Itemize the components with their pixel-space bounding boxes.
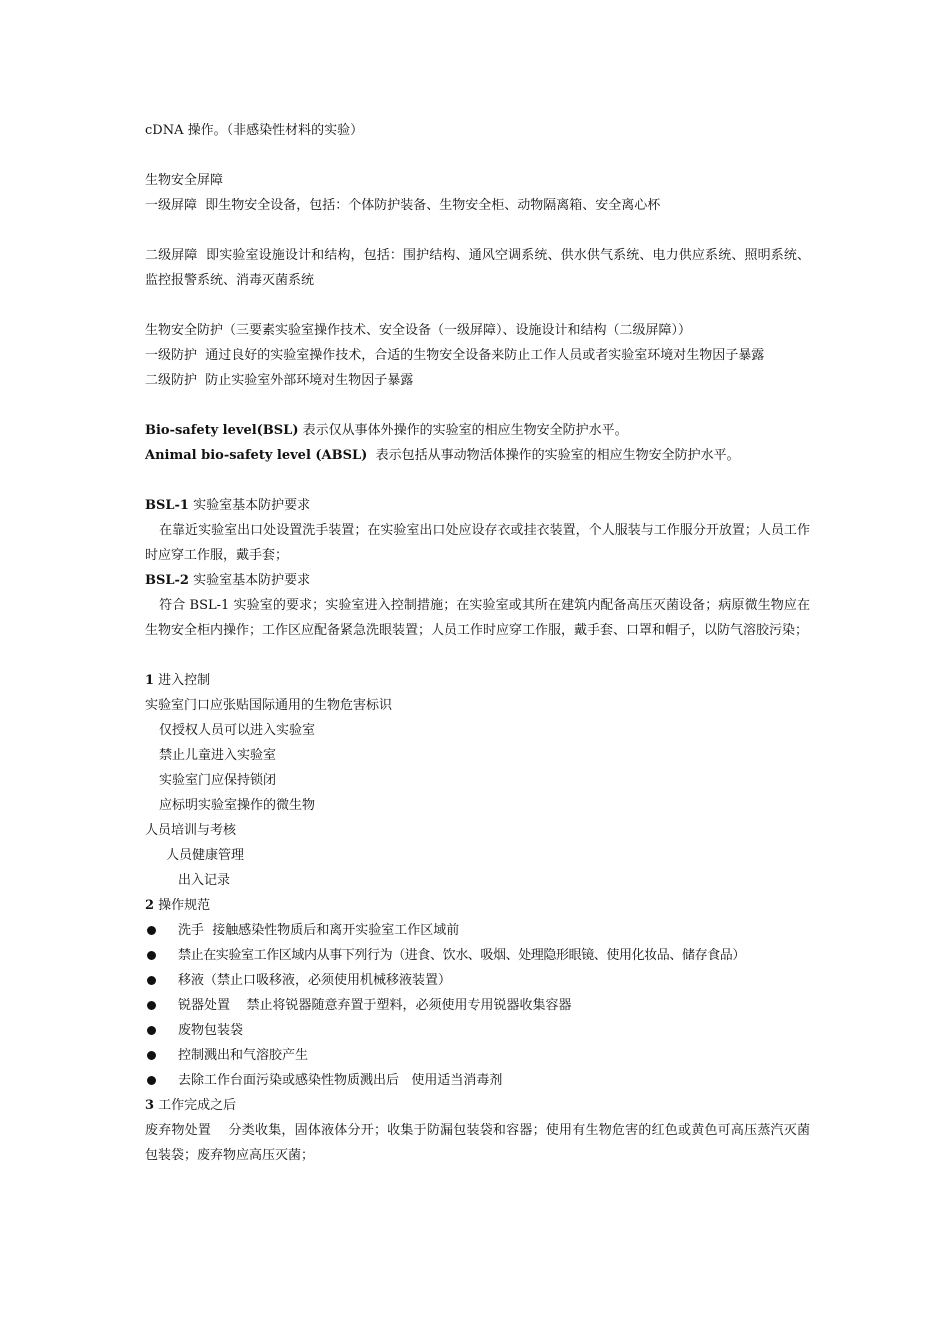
access-item: 禁止儿童进入实验室	[159, 748, 277, 763]
after-work-num: 3	[145, 1098, 155, 1113]
bullet-item	[145, 1043, 810, 1068]
bullet-item	[145, 918, 810, 943]
bullet-text: 去除工作台面污染或感染性物质溅出后 使用适当消毒剂	[178, 1073, 503, 1088]
bsl1-text: 在靠近实验室出口处设置洗手装置；在实验室出口处应设存衣或挂衣装置，个人服装与工作服分开放置；人员工作时应穿工作服，戴手套；	[145, 523, 810, 563]
access-item: 仅授权人员可以进入实验室	[159, 723, 316, 738]
bullet-dot-icon	[147, 1076, 156, 1085]
access-title: 进入控制	[154, 673, 211, 688]
waste-paragraph	[145, 1118, 810, 1168]
bullet-dot-icon	[147, 1051, 156, 1060]
after-work-title: 工作完成之后	[154, 1098, 237, 1113]
bullet-text: 废物包装袋	[178, 1023, 244, 1038]
operation-title: 操作规范	[154, 898, 211, 913]
absl-definition-text: 表示包括从事动物活体操作的实验室的相应生物安全防护水平。	[367, 448, 740, 463]
barrier-level2	[145, 243, 810, 293]
operation-num: 2	[145, 898, 155, 913]
bullet-item	[145, 968, 810, 993]
bullet-item	[145, 1068, 810, 1093]
bsl1-code: BSL-1	[145, 498, 189, 513]
protection-level1-label: 一级防护	[145, 348, 198, 363]
bullet-dot-icon	[147, 951, 156, 960]
bsl1-title: 实验室基本防护要求	[188, 498, 311, 513]
bullet-item	[145, 1018, 810, 1043]
bsl2-title: 实验室基本防护要求	[188, 573, 311, 588]
protection-level2-label: 二级防护	[145, 373, 198, 388]
bsl1-heading	[145, 493, 810, 518]
bsl2-heading	[145, 568, 810, 593]
bsl1-paragraph	[145, 518, 810, 568]
access-item: 应标明实验室操作的微生物	[159, 798, 316, 813]
bsl2-paragraph	[145, 593, 810, 643]
waste-label: 废弃物处置	[145, 1123, 212, 1138]
bullet-text: 洗手 接触感染性物质后和离开实验室工作区域前	[178, 923, 460, 938]
operation-heading	[145, 893, 810, 918]
protection-level1-text: 通过良好的实验室操作技术，合适的生物安全设备来防止工作人员或者实验室环境对生物因子暴露	[205, 348, 765, 363]
access-training: 人员培训与考核	[145, 823, 237, 838]
bullet-text: 控制溅出和气溶胶产生	[178, 1048, 309, 1063]
bullet-dot-icon	[147, 976, 156, 985]
barrier-level1-text: 即生物安全设备，包括：个体防护装备、生物安全柜、动物隔离箱、安全离心杯	[205, 198, 661, 213]
bullet-dot-icon	[147, 1001, 156, 1010]
bullet-text: 锐器处置 禁止将锐器随意弃置于塑料，必须使用专用锐器收集容器	[178, 998, 572, 1013]
barrier-level2-label: 二级屏障	[145, 248, 198, 263]
bsl-definition-text: 表示仅从事体外操作的实验室的相应生物安全防护水平。	[298, 423, 628, 438]
bsl2-code: BSL-2	[145, 573, 189, 588]
protection-level1	[145, 343, 810, 368]
document-page	[145, 118, 810, 1168]
access-line1: 实验室门口应张贴国际通用的生物危害标识	[145, 698, 393, 713]
access-item: 实验室门应保持锁闭	[159, 773, 277, 788]
protection-level2-text: 防止实验室外部环境对生物因子暴露	[205, 373, 414, 388]
bullet-text: 移液（禁止口吸移液，必须使用机械移液装置）	[178, 973, 452, 988]
barrier-level1	[145, 193, 810, 218]
bullet-dot-icon	[147, 1026, 156, 1035]
access-heading	[145, 668, 810, 693]
after-work-heading	[145, 1093, 810, 1118]
bullet-item	[145, 993, 810, 1018]
absl-term: Animal bio-safety level (ABSL)	[145, 448, 368, 463]
access-health: 人员健康管理	[166, 848, 245, 863]
bullet-dot-icon	[147, 926, 156, 935]
intro-line: cDNA 操作。（非感染性材料的实验）	[145, 123, 364, 138]
bsl-term: Bio-safety level(BSL)	[145, 423, 299, 438]
waste-text: 分类收集，固体液体分开；收集于防漏包装袋和容器；使用有生物危害的红色或黄色可高压蒸汽灭菌包装袋；废弃物应高压灭菌；	[145, 1123, 810, 1163]
absl-definition	[145, 443, 810, 468]
bsl2-text: 符合 BSL-1 实验室的要求；实验室进入控制措施；在实验室或其所在建筑内配备高压灭菌设备；病原微生物应在生物安全柜内操作；工作区应配备紧急洗眼装置；人员工作时应穿工作服，戴手套、口罩和帽子，以防气溶胶污染；	[145, 598, 810, 638]
barrier-level1-label: 一级屏障	[145, 198, 198, 213]
protection-heading: 生物安全防护（三要素实验室操作技术、安全设备（一级屏障）、设施设计和结构（二级屏障））	[145, 323, 692, 338]
barrier-heading: 生物安全屏障	[145, 173, 224, 188]
access-num: 1	[145, 673, 155, 688]
bsl-definition	[145, 418, 810, 443]
access-records: 出入记录	[178, 873, 231, 888]
bullet-text: 禁止在实验室工作区域内从事下列行为（进食、饮水、吸烟、处理隐形眼镜、使用化妆品、储存食品）	[178, 948, 746, 963]
bullet-item	[145, 943, 810, 968]
protection-level2	[145, 368, 810, 393]
barrier-level2-text: 即实验室设施设计和结构，包括：围护结构、通风空调系统、供水供气系统、电力供应系统、照明系统、监控报警系统、消毒灭菌系统	[145, 248, 810, 288]
